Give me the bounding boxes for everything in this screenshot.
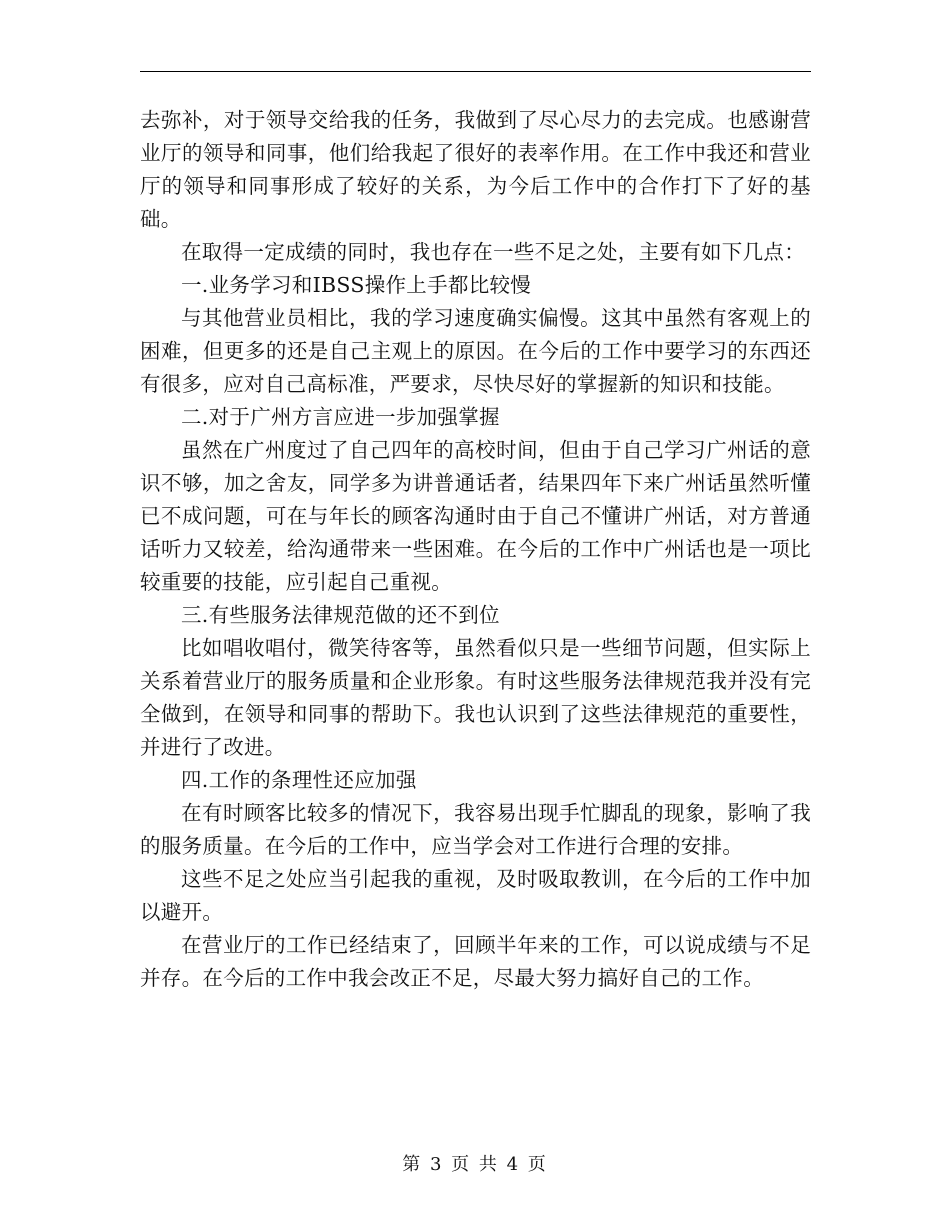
paragraph-1: 去弥补，对于领导交给我的任务，我做到了尽心尽力的去完成。也感谢营业厅的领导和同事，他们给我起了很好的表率作用。在工作中我还和营业厅的领导和同事形成了较好的关系，为今后工作中的合作打下了好的基础。 — [140, 108, 811, 231]
section-heading-2: 二.对于广州方言应进一步加强掌握 — [181, 405, 500, 429]
paragraph-6: 虽然在广州度过了自己四年的高校时间，但由于自己学习广州话的意识不够，加之舍友，同学多为讲普通话者，结果四年下来广州话虽然听懂已不成问题，可在与年长的顾客沟通时由于自己不懂讲广州话，对方普通话听力又较差，给沟通带来一些困难。在今后的工作中广州话也是一项比较重要的技能，应引起自己重视。 — [140, 438, 811, 594]
document-body — [140, 104, 811, 995]
paragraph-2: 在取得一定成绩的同时，我也存在一些不足之处，主要有如下几点： — [181, 240, 805, 264]
header-rule — [140, 71, 811, 72]
section-heading-1: 一.业务学习和IBSS操作上手都比较慢 — [181, 273, 532, 297]
paragraph-12: 在营业厅的工作已经结束了，回顾半年来的工作，可以说成绩与不足并存。在今后的工作中我会改正不足，尽最大努力搞好自己的工作。 — [140, 933, 811, 990]
paragraph-11: 这些不足之处应当引起我的重视，及时吸取教训，在今后的工作中加以避开。 — [140, 867, 811, 924]
paragraph-4: 与其他营业员相比，我的学习速度确实偏慢。这其中虽然有客观上的困难，但更多的还是自己主观上的原因。在今后的工作中要学习的东西还有很多，应对自己高标准，严要求，尽快尽好的掌握新的知识和技能。 — [140, 306, 811, 396]
paragraph-10: 在有时顾客比较多的情况下，我容易出现手忙脚乱的现象，影响了我的服务质量。在今后的工作中，应当学会对工作进行合理的安排。 — [140, 801, 811, 858]
paragraph-8: 比如唱收唱付，微笑待客等，虽然看似只是一些细节问题，但实际上关系着营业厅的服务质量和企业形象。有时这些服务法律规范我并没有完全做到，在领导和同事的帮助下。我也认识到了这些法律规范的重要性，并进行了改进。 — [140, 636, 811, 759]
section-heading-4: 四.工作的条理性还应加强 — [181, 768, 417, 792]
page-footer — [0, 1152, 950, 1178]
section-heading-3: 三.有些服务法律规范做的还不到位 — [181, 603, 500, 627]
page-number-label: 第 3 页 共 4 页 — [402, 1154, 548, 1175]
